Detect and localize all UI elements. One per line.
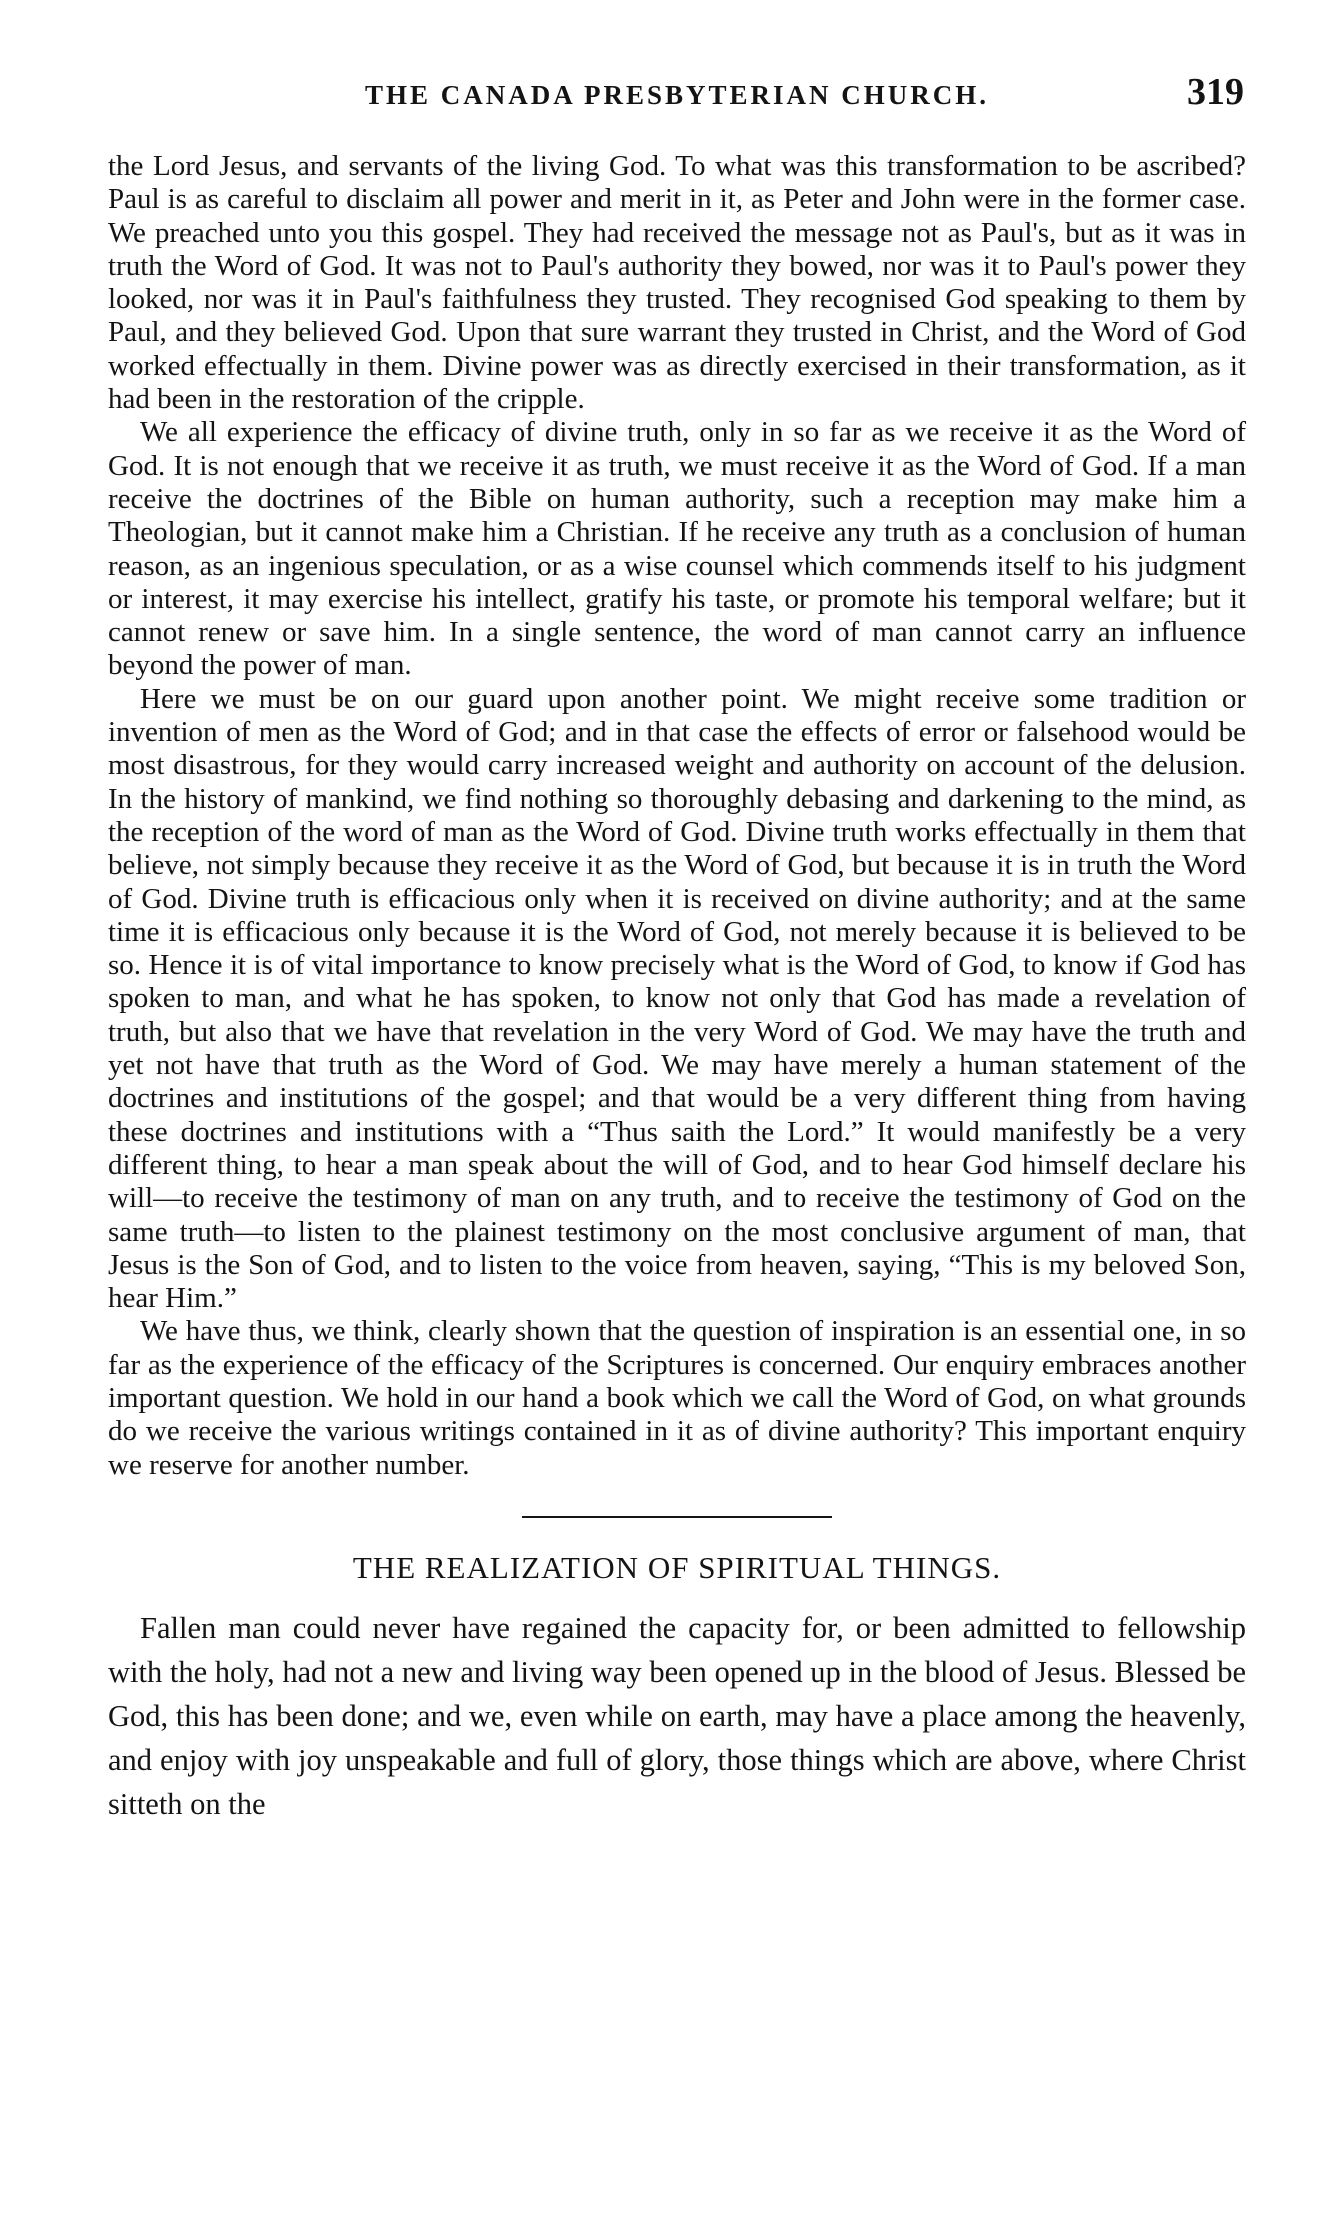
paragraph-2: We all experience the efficacy of divine truth, only in so far as we receive it as the Word of God. It is not enough that we receive it as truth, we must receive it as the Word of God. If a man receive the doctrines of the Bible on human authority, such a reception may make him a Theologian, but it cannot make him a Christian. If he receive any truth as a conclusion of human reason, as an ingenious speculation, or as a wise counsel which commends itself to his judgment or interest, it may exercise his intellect, gratify his taste, or promote his temporal welfare; but it cannot renew or save him. In a single sentence, the word of man cannot carry an influence beyond the power of man. bbox=[108, 416, 1246, 682]
paragraph-1: the Lord Jesus, and servants of the living God. To what was this transformation to be ascribed? Paul is as careful to disclaim all power and merit in it, as Peter and John were in the former case. We preached unto you this gospel. They had received the message not as Paul's, but as it was in truth the Word of God. It was not to Paul's authority they bowed, nor was it to Paul's power they looked, nor was it in Paul's faithfulness they trusted. They recognised God speaking to them by Paul, and they believed God. Upon that sure warrant they trusted in Christ, and the Word of God worked effectually in them. Divine power was as directly exercised in their transformation, as it had been in the restoration of the cripple. bbox=[108, 150, 1246, 416]
running-head bbox=[108, 70, 1246, 120]
running-title: THE CANADA PRESBYTERIAN CHURCH. bbox=[364, 80, 990, 110]
section-divider bbox=[522, 1516, 832, 1518]
section-paragraph: Fallen man could never have regained the capacity for, or been admitted to fellowship with the holy, had not a new and living way been opened up in the blood of Jesus. Blessed be God, this has been done; and we, even while on earth, may have a place among the heavenly, and enjoy with joy unspeakable and full of glory, those things which are above, where Christ sitteth on the bbox=[108, 1610, 1246, 1821]
paragraph-3: Here we must be on our guard upon another point. We might receive some tradition or invention of men as the Word of God; and in that case the effects of error or falsehood would be most disastrous, for they would carry increased weight and authority on account of the delusion. In the history of mankind, we find nothing so thoroughly debasing and darkening to the mind, as the reception of the word of man as the Word of God. Divine truth works effectually in them that believe, not simply because they receive it as the Word of God, but because it is in truth the Word of God. Divine truth is efficacious only when it is received on divine authority; and at the same time it is efficacious only because it is the Word of God, not merely because it is believed to be so. Hence it is of vital importance to know precisely what is the Word of God, to know if God has spoken to man, and what he has spoken, to know not only that God has made a revelation of truth, but also that we have that revelation in the very Word of God. We may have the truth and yet not have that truth as the Word of God. We may have merely a human statement of the doctrines and institutions of the gospel; and that would be a very different thing from having these doctrines and institutions with a “Thus saith the Lord.” It would manifestly be a very different thing, to hear a man speak about the will of God, and to hear God himself declare his will—to receive the testimony of man on any truth, and to receive the testimony of God on the same truth—to listen to the plainest testimony on the most conclusive argument of man, that Jesus is the Son of God, and to listen to the voice from heaven, saying, “This is my beloved Son, hear Him.” bbox=[108, 682, 1246, 1315]
section-body bbox=[108, 1606, 1246, 1826]
article-body bbox=[108, 150, 1246, 1482]
paragraph-4: We have thus, we think, clearly shown that the question of inspiration is an essential one, in so far as the experience of the efficacy of the Scriptures is concerned. Our enquiry embraces another important question. We hold in our hand a book which we call the Word of God, on what grounds do we receive the various writings contained in it as of divine authority? This important enquiry we reserve for another number. bbox=[108, 1315, 1246, 1481]
section-title: THE REALIZATION OF SPIRITUAL THINGS. bbox=[352, 1549, 1002, 1585]
page-number: 319 bbox=[1187, 71, 1244, 113]
document-page bbox=[108, 70, 1246, 1826]
